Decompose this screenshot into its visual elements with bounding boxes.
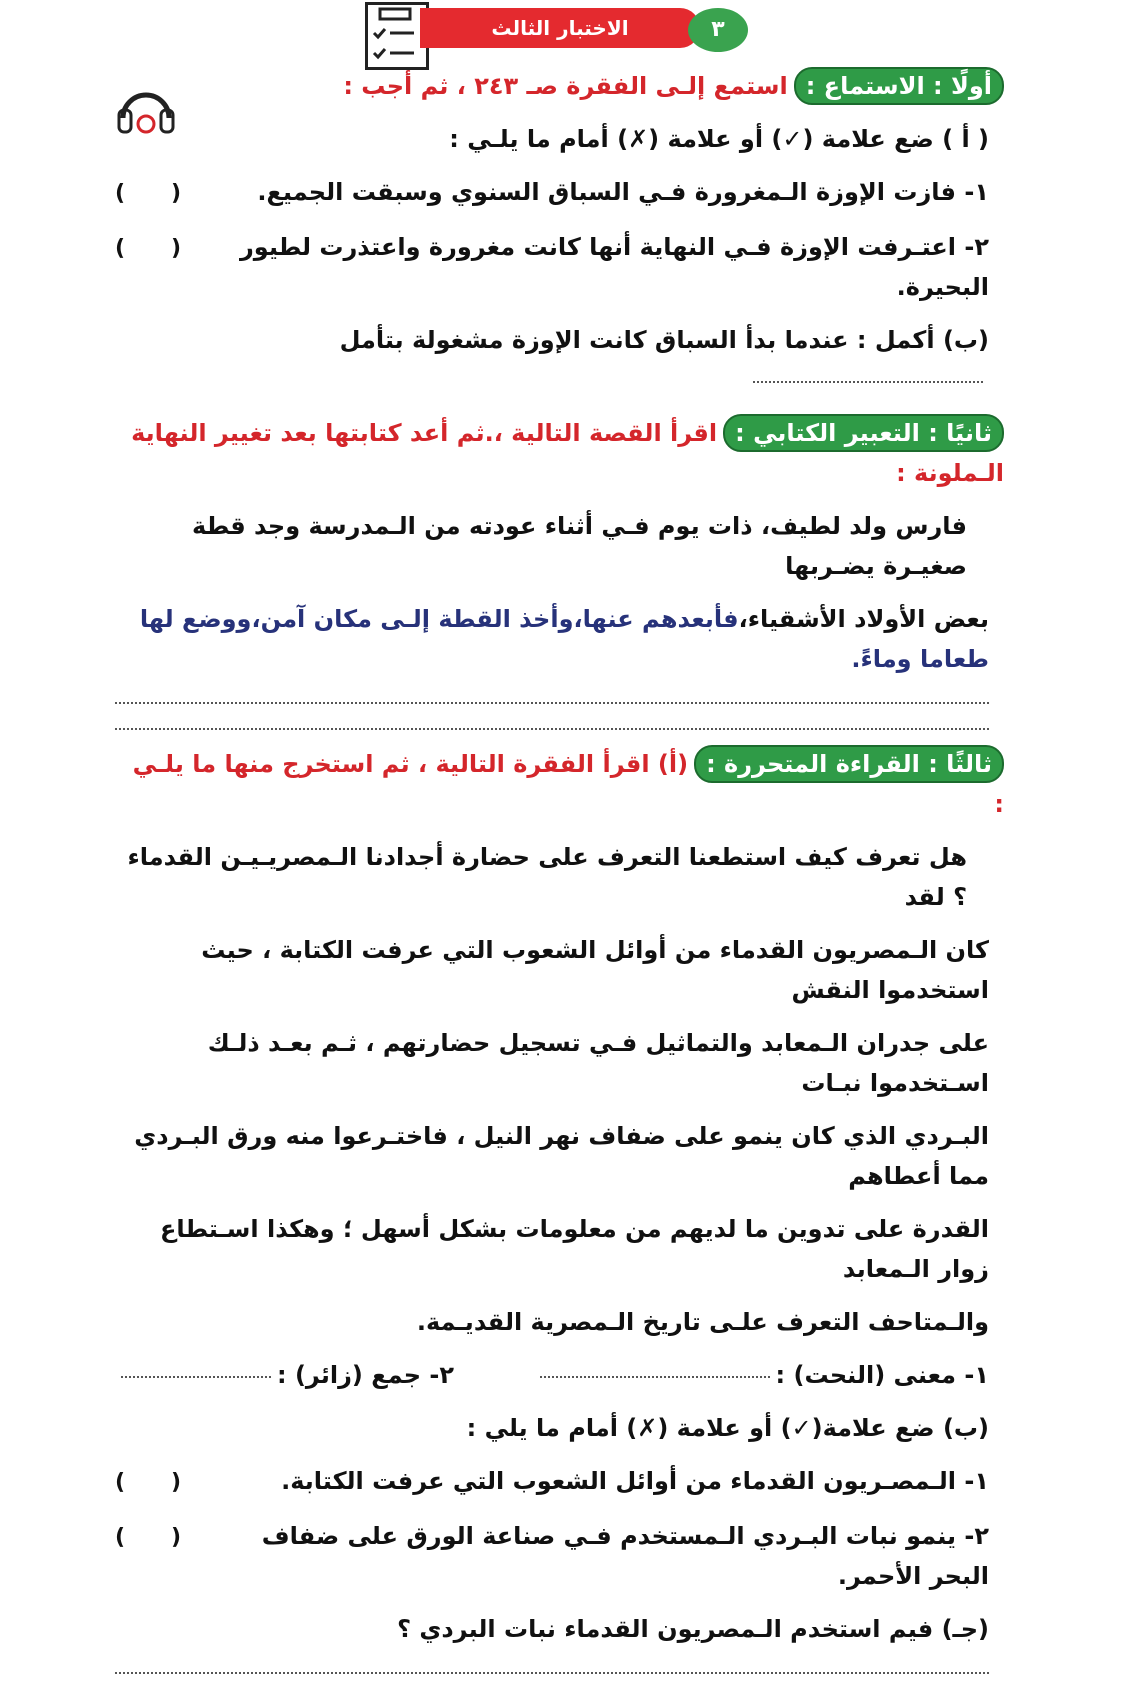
answer-blank[interactable] [121,1375,271,1378]
colored-ending: فأبعدهم عنها،وأخذ القطة إلـى مكان آمن،ووضع لها طعاما وماءً. [139,605,989,673]
paragraph-line: على جدران الـمعابد والتماثيل فـي تسجيل حضارتهم ، ثـم بعـد ذلـك اسـتخدموا نبـات [207,1029,989,1097]
item: ١- الـمصـريون القدماء من أوائل الشعوب التي عرفت الكتابة. [281,1467,989,1495]
questions-row [115,1355,989,1395]
question-plural: ٢- جمع (زائر) : [277,1361,454,1389]
item-row [115,172,989,214]
story-line: بعض الأولاد الأشقياء، [738,605,989,633]
item: ١- فازت الإوزة الـمغرورة فـي السباق السنوي وسبقت الجميع. [257,178,989,206]
section2-heading [115,413,1004,493]
writing-line[interactable] [115,718,989,730]
answer-box[interactable]: ( ) [115,181,182,206]
item-row [115,1461,989,1503]
answer-box[interactable]: ( ) [115,1525,182,1550]
paragraph-line: البـردي الذي كان ينمو على ضفاف نهر النيل ، فاختـرعوا منه ورق البـردي مما أعطاهم [134,1122,989,1190]
section-badge: ثالثًا : القراءة المتحررة : [694,745,1004,783]
test-title: الاختبار الثالث [420,8,700,48]
question-b: (ب) ضع علامة(✓) أو علامة (✗) أمام ما يلي : [466,1414,989,1442]
instruction: اقرأ القصة التالية ،.ثم أعد كتابتها بعد تغيير النهاية الـملونة : [131,419,1004,487]
item: ٢- ينمو نبات البـردي الـمستخدم فـي صناعة الورق على ضفاف البحر الأحمر. [261,1522,989,1590]
item-row [115,227,989,307]
paragraph-line: القدرة على تدوين ما لديهم من معلومات بشكل أسهل ؛ وهكذا اسـتطاع زوار الـمعابد [160,1215,989,1283]
question-b: (ب) أكمل : عندما بدأ السباق كانت الإوزة مشغولة بتأمل [339,326,989,354]
instruction: استمع إلـى الفقرة صـ ٢٤٣ ، ثم أجب : [343,72,788,100]
section1-heading [115,66,1004,106]
writing-line[interactable] [115,692,989,704]
item: ٢- اعتـرفت الإوزة فـي النهاية أنها كانت مغرورة واعتذرت لطيور البحيرة. [239,233,989,301]
writing-line[interactable] [115,1662,989,1674]
question-a: ( أ ) ضع علامة (✓) أو علامة (✗) أمام ما يلـي : [449,125,989,153]
paragraph-line: كان الـمصريون القدماء من أوائل الشعوب التي عرفت الكتابة ، حيث استخدموا النقش [201,936,989,1004]
answer-box[interactable]: ( ) [115,236,182,261]
answer-blank[interactable] [753,380,983,383]
paragraph-line: والـمتاحف التعرف علـى تاريخ الـمصرية القديـمة. [416,1308,989,1336]
story-line: فارس ولد لطيف، ذات يوم فـي أثناء عودته من الـمدرسة وجد قطة صغيـرة يضـربها [192,512,967,580]
instruction: (أ) اقرأ الفقرة التالية ، ثم استخرج منها ما يلـي : [132,750,1004,818]
section3-heading [115,744,1004,824]
answer-box[interactable]: ( ) [115,1470,182,1495]
question-c: (جـ) فيم استخدم الـمصريون القدماء نبات البردي ؟ [397,1615,989,1643]
answer-blank[interactable] [540,1375,770,1378]
paragraph-line: هل تعرف كيف استطعنا التعرف على حضارة أجدادنا الـمصريـيـن القدماء ؟ لقد [127,843,967,911]
test-number: ٣ [688,8,748,52]
section-badge: أولًا : الاستماع : [794,67,1004,105]
item-row [115,1516,989,1596]
section-badge: ثانيًا : التعبير الكتابي : [723,414,1004,452]
question-meaning: ١- معنى (النحت) : [775,1361,989,1389]
